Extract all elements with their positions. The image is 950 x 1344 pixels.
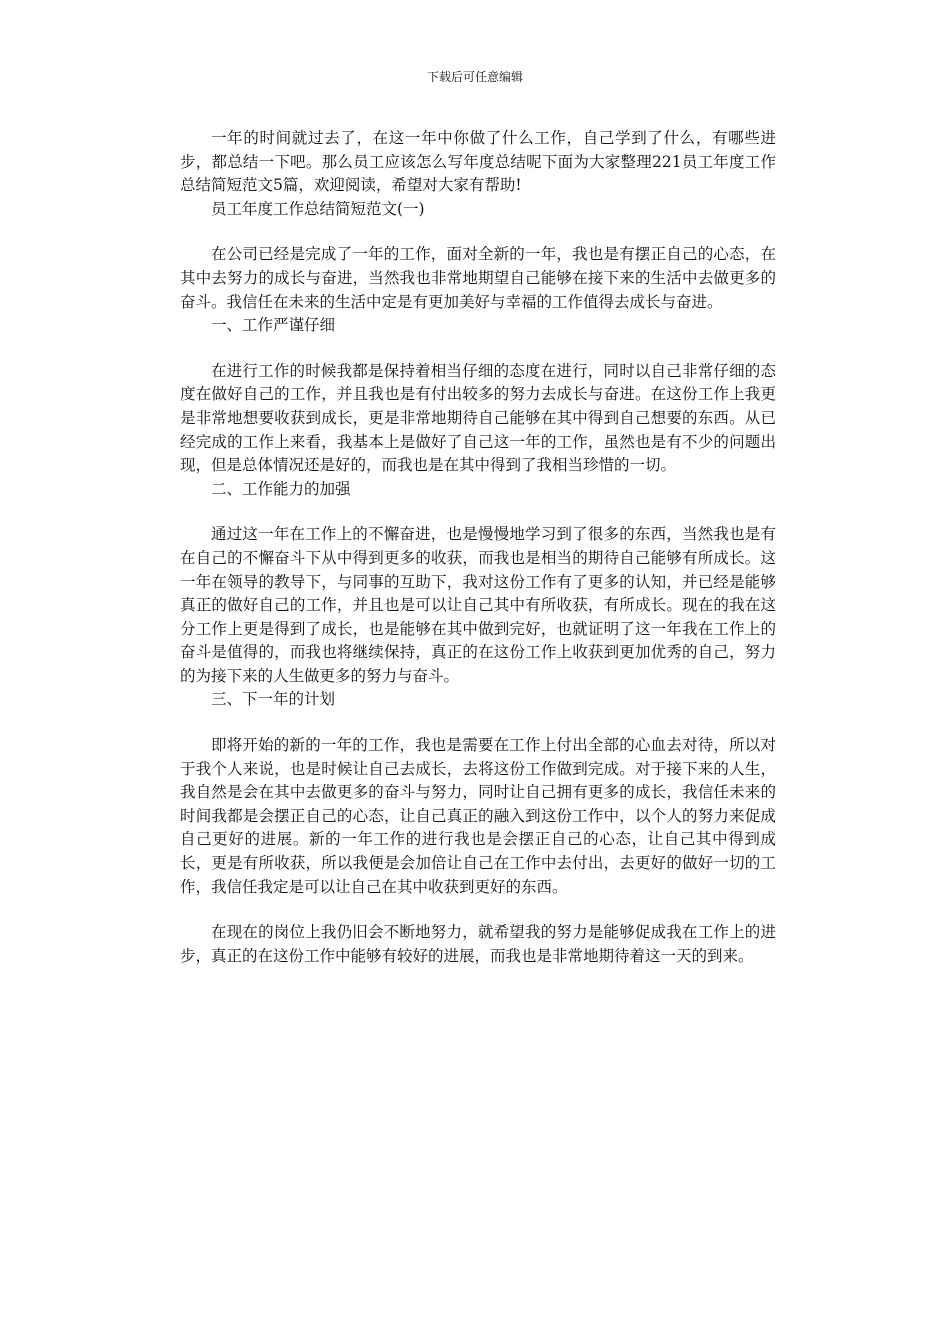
paragraph-5: 在现在的岗位上我仍旧会不断地努力，就希望我的努力是能够促成我在工作上的进步，真正的在这份工作中能够有较好的进展，而我也是非常地期待着这一天的到来。 (180, 923, 776, 965)
document-body (180, 127, 776, 968)
section-heading-2: 二、工作能力的加强 (211, 479, 351, 498)
paragraph-3: 通过这一年在工作上的不懈奋进，也是慢慢地学习到了很多的东西，当然我也是有在自己的不懈奋斗下从中得到更多的收获，而我也是相当的期待自己能够有所成长。这一年在领导的教导下，与同事的互助下，我对这份工作有了更多的认知，并已经是能够真正的做好自己的工作，并且也是可以让自己其中有所收获，有所成长。现在的我在这分工作上更是得到了成长，也是能够在其中做到完好，也就证明了这一年我在工作上的奋斗是值得的，而我也将继续保持，真正的在这份工作上收获到更加优秀的自己，努力的为接下来的人生做更多的努力与奋斗。 (180, 525, 776, 685)
header-note: 下载后可任意编辑 (426, 70, 523, 84)
section-heading-1: 一、工作严谨仔细 (211, 316, 336, 335)
intro-paragraph: 一年的时间就过去了，在这一年中你做了什么工作，自己学到了什么，有哪些进步，都总结一下吧。那么员工应该怎么写年度总结呢下面为大家整理221员工年度工作总结简短范文5篇，欢迎阅读，希望对大家有帮助! (180, 129, 776, 195)
paragraph-2: 在进行工作的时候我都是保持着相当仔细的态度在进行，同时以自己非常仔细的态度在做好自己的工作，并且我也是有付出较多的努力去成长与奋进。在这份工作上我更是非常地想要收获到成长，更是非常地期待自己能够在其中得到自己想要的东西。从已经完成的工作上来看，我基本上是做好了自己这一年的工作，虽然也是有不少的问题出现，但是总体情况还是好的，而我也是在其中得到了我相当珍惜的一切。 (180, 361, 776, 475)
paragraph-4: 即将开始的新的一年的工作，我也是需要在工作上付出全部的心血去对待，所以对于我个人来说，也是时候让自己去成长，去将这份工作做到完成。对于接下来的人生，我自然是会在其中去做更多的奋斗与努力，同时让自己拥有更多的成长，我信任未来的时间我都是会摆正自己的心态，让自己真正的融入到这份工作中，以个人的努力来促成自己更好的进展。新的一年工作的进行我也是会摆正自己的心态，让自己其中得到成长，更是有所收获，所以我便是会加倍让自己在工作中去付出，去更好的做好一切的工作，我信任我定是可以让自己在其中收获到更好的东西。 (180, 736, 776, 896)
article-title: 员工年度工作总结简短范文(一) (211, 199, 425, 218)
section-heading-3: 三、下一年的计划 (211, 690, 336, 709)
paragraph-1: 在公司已经是完成了一年的工作，面对全新的一年，我也是有摆正自己的心态，在其中去努力的成长与奋进，当然我也非常地期望自己能够在接下来的生活中去做更多的奋斗。我信任在未来的生活中定是有更加美好与幸福的工作值得去成长与奋进。 (180, 245, 776, 311)
